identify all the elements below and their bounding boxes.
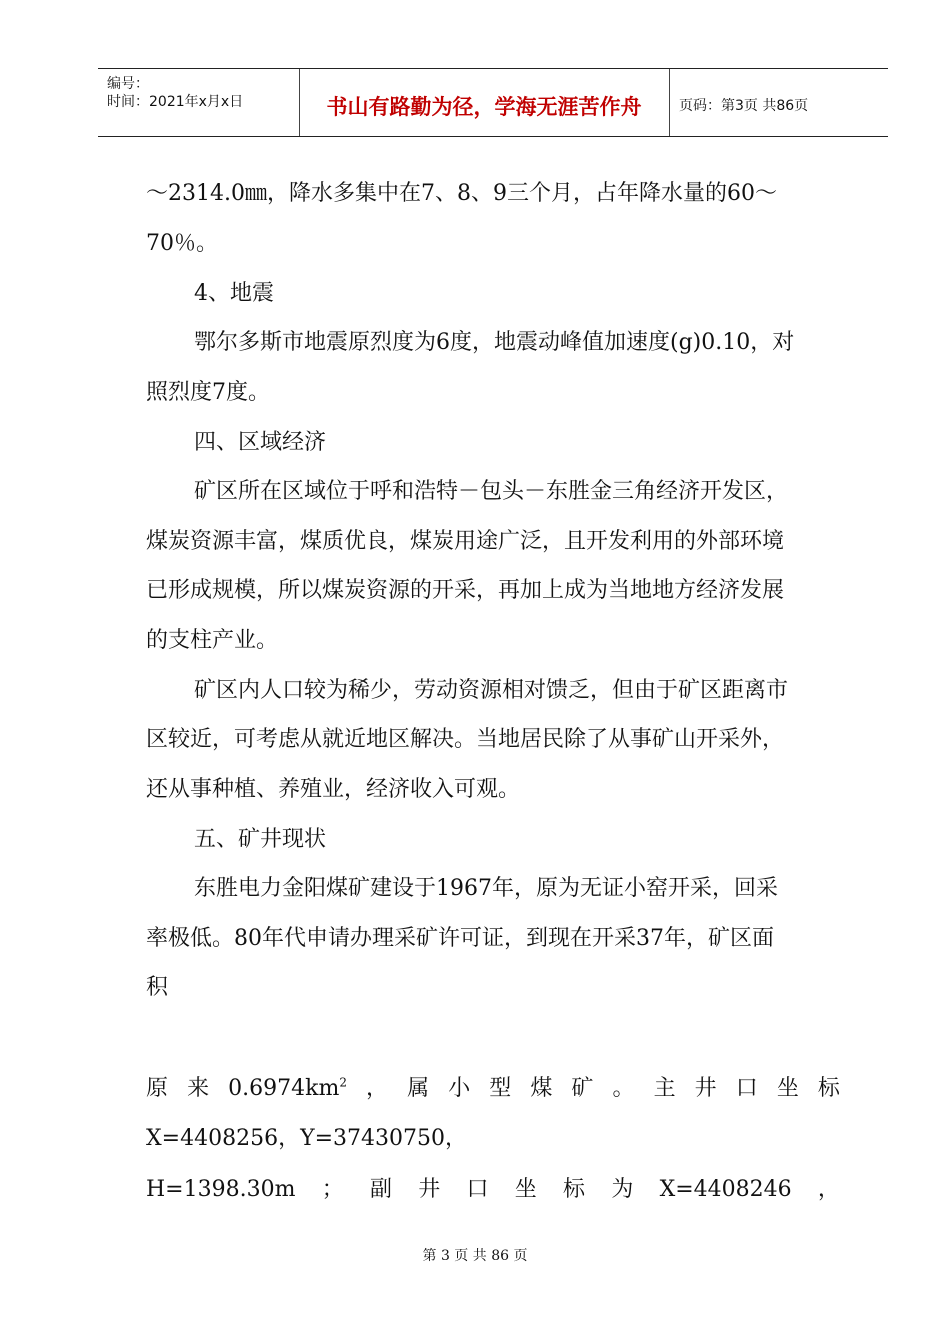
paragraph-line: 已形成规模，所以煤炭资源的开采，再加上成为当地地方经济发展 — [146, 578, 785, 603]
paragraph-line: 鄂尔多斯市地震原烈度为6度，地震动峰值加速度(g)0.10，对 — [194, 330, 795, 355]
word: 井 — [418, 1177, 441, 1202]
number-label: 编号： — [107, 76, 149, 92]
section-heading: 4、地震 — [194, 281, 274, 306]
paragraph-line: ～2314.0㎜，降水多集中在7、8、9三个月，占年降水量的60～ — [146, 181, 777, 206]
paragraph-line: X=4408256，Y=37430750， — [146, 1126, 468, 1151]
justified-line — [146, 1071, 840, 1107]
word: ； — [321, 1177, 344, 1202]
paragraph-line: 矿区内人口较为稀少，劳动资源相对馈乏，但由于矿区距离市 — [194, 678, 789, 703]
word: X=4408246 — [659, 1177, 792, 1202]
page-header — [98, 68, 888, 137]
word-area — [228, 1071, 347, 1107]
word: 口 — [735, 1076, 758, 1101]
paragraph-line: 照烈度7度。 — [146, 380, 270, 405]
paragraph-line: 矿区所在区域位于呼和浩特－包头－东胜金三角经济开发区， — [194, 479, 789, 504]
page-label: 页码：第3页 共86页 — [679, 98, 809, 114]
section-heading: 四、区域经济 — [194, 430, 327, 455]
word: ， — [817, 1177, 840, 1202]
word: 小 — [448, 1076, 471, 1101]
word: 。 — [612, 1076, 635, 1101]
justified-line — [146, 1172, 840, 1208]
paragraph-line: 的支柱产业。 — [146, 628, 279, 653]
header-info-cell — [98, 69, 300, 136]
word: 属 — [407, 1076, 430, 1101]
word: 副 — [369, 1177, 392, 1202]
paragraph-line: 煤炭资源丰富，煤质优良，煤炭用途广泛，且开发利用的外部环境 — [146, 529, 785, 554]
word: 型 — [489, 1076, 512, 1101]
word: 矿 — [571, 1076, 594, 1101]
motto: 书山有路勤为径，学海无涯苦作舟 — [326, 95, 642, 119]
word: 井 — [694, 1076, 717, 1101]
paragraph-line: 还从事种植、养殖业，经济收入可观。 — [146, 777, 521, 802]
superscript: 2 — [339, 1075, 347, 1090]
word: 主 — [653, 1076, 676, 1101]
word: ， — [366, 1076, 389, 1101]
word: 口 — [466, 1177, 489, 1202]
word: 来 — [187, 1076, 210, 1101]
word: 标 — [563, 1177, 586, 1202]
time-label: 时间：2021年x月x日 — [107, 94, 244, 110]
header-motto-cell — [299, 69, 670, 136]
area-value: 0.6974km — [228, 1076, 340, 1101]
header-page-cell — [669, 69, 888, 136]
paragraph-line: 率极低。80年代申请办理采矿许可证，到现在开采37年，矿区面 — [146, 926, 774, 951]
word: 为 — [611, 1177, 634, 1202]
paragraph-line: 东胜电力金阳煤矿建设于1967年，原为无证小窑开采，回采 — [194, 876, 778, 901]
word: 坐 — [776, 1076, 799, 1101]
word: 坐 — [514, 1177, 537, 1202]
word: H=1398.30m — [146, 1177, 296, 1202]
paragraph-line: 积 — [146, 975, 169, 1000]
page-footer: 第 3 页 共 86 页 — [422, 1248, 528, 1264]
paragraph-line: 区较近，可考虑从就近地区解决。当地居民除了从事矿山开采外， — [146, 727, 785, 752]
word: 标 — [817, 1076, 840, 1101]
section-heading: 五、矿井现状 — [194, 827, 327, 852]
paragraph-line: 70％。 — [146, 231, 218, 256]
word: 原 — [146, 1076, 169, 1101]
word: 煤 — [530, 1076, 553, 1101]
